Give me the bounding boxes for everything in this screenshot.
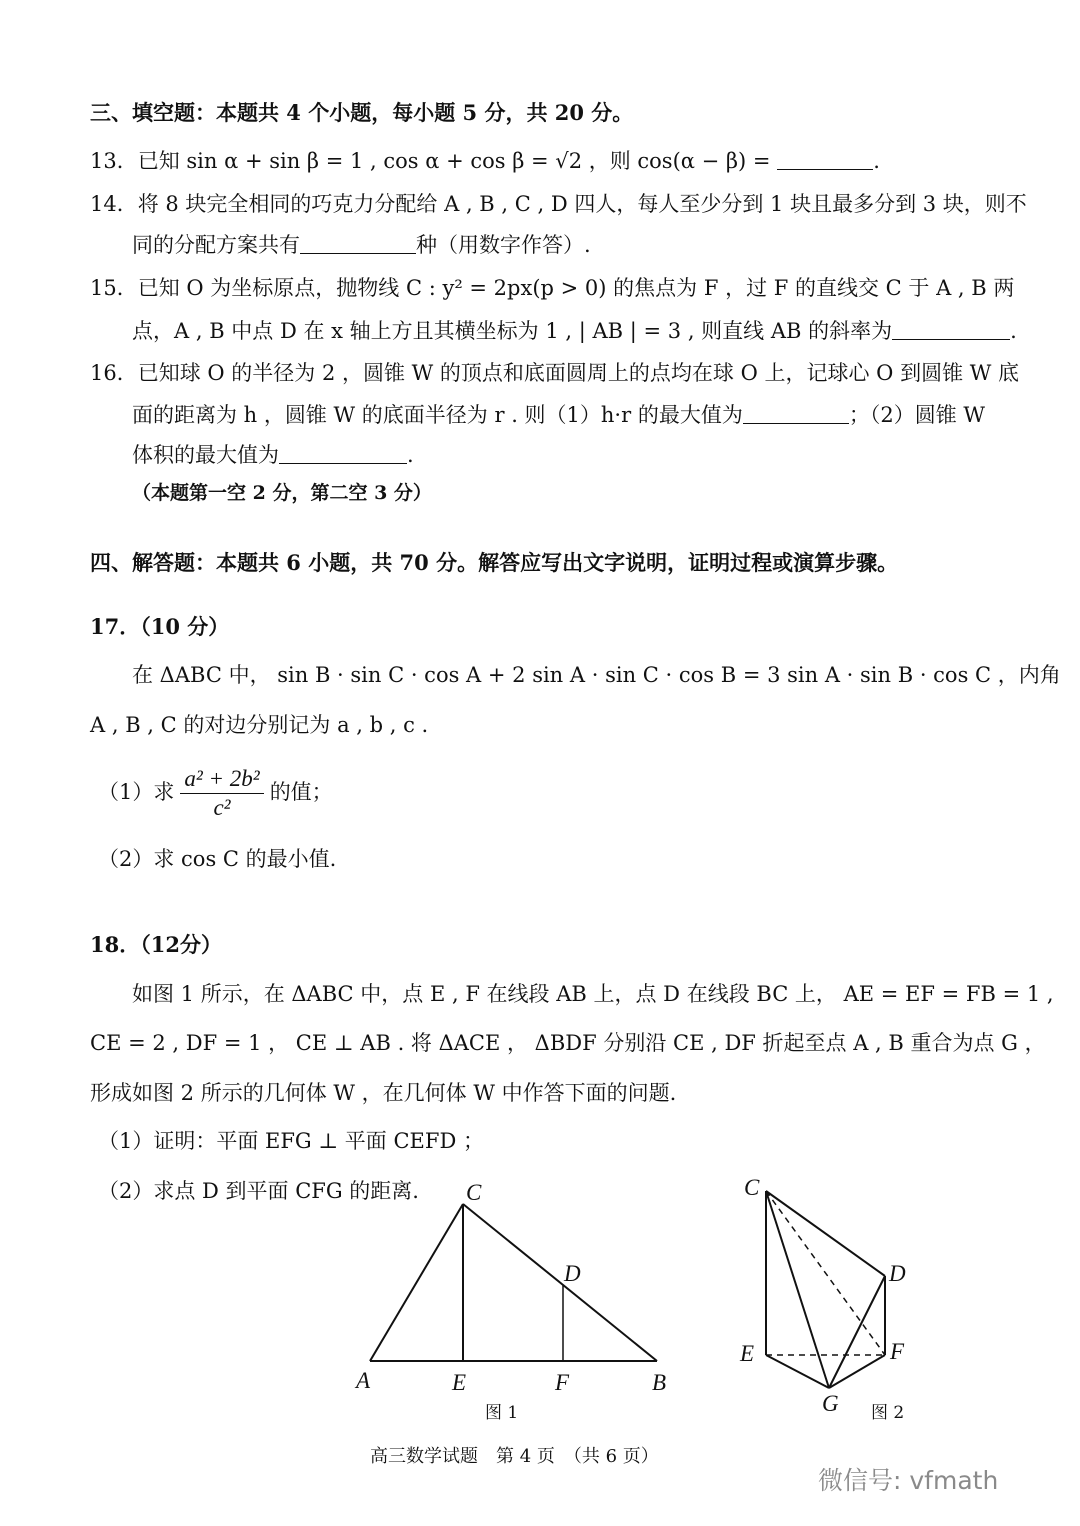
q13-text: 13．已知 sin α + sin β = 1 , cos α + cos β = √2 ，则 cos(α − β) = [90,149,771,173]
fig2-label-G: G [822,1391,839,1416]
q18-line1: 如图 1 所示，在 ΔABC 中，点 E , F 在线段 AB 上，点 D 在线段 BC 上， AE = EF = FB = 1 , [132,982,1054,1006]
fig2-edge-CG [766,1191,829,1388]
q17-part1 [98,762,333,822]
watermark: 微信号: vfmath [818,1466,999,1495]
q16-line3-end: . [407,443,414,467]
q14-answer-blank [300,231,416,254]
question-14-line2 [132,230,591,260]
question-13 [90,146,880,176]
question-16-line1: 16．已知球 O 的半径为 2 ，圆锥 W 的顶点和底面圆周上的点均在球 O 上，记球心 O 到圆锥 W 底 [90,361,1020,385]
q17-part1-prefix: （1）求 [98,780,175,804]
question-15-line1: 15．已知 O 为坐标原点，抛物线 C : y² = 2px(p > 0) 的焦点为 F ，过 F 的直线交 C 于 A , B 两 [90,276,1015,300]
q17-fraction [180,765,263,822]
q16-answer-blank-2 [279,441,407,464]
q17-title: 17．（10 分） [90,614,230,639]
fig1-caption: 图 1 [485,1403,519,1423]
q18-part2: （2）求点 D 到平面 CFG 的距离. [98,1179,419,1203]
question-16-line3 [132,440,414,470]
q13-answer-blank [777,147,873,170]
question-15-line2 [132,316,1017,346]
q17-fraction-numerator: a² + 2b² [180,765,263,794]
q18-line3: 形成如图 2 所示的几何体 W ，在几何体 W 中作答下面的问题. [90,1081,677,1105]
q18-line2: CE = 2 , DF = 1 ， CE ⊥ AB . 将 ΔACE ， ΔBDF 分别沿 CE , DF 折起至点 A , B 重合为点 G ， [90,1031,1046,1055]
fig2-label-E: E [740,1341,755,1366]
figure-1 [340,1170,700,1432]
fig1-segment-CB [463,1204,657,1361]
q15-answer-blank [892,317,1010,340]
q17-line2: A , B , C 的对边分别记为 a , b , c . [90,713,429,737]
fig1-label-B: B [652,1370,667,1395]
q15-line2-text: 点，A , B 中点 D 在 x 轴上方且其横坐标为 1 , | AB | = 3 , 则直线 AB 的斜率为 [132,319,893,343]
fig1-label-A: A [356,1368,371,1393]
q16-line3-text: 体积的最大值为 [132,443,279,467]
page-footer: 高三数学试题 第 4 页 （共 6 页） [370,1446,659,1467]
fig2-label-D: D [889,1261,906,1286]
q13-end: . [873,149,880,173]
q16-line2-end: ；（2）圆锥 W [848,403,985,427]
q17-part1-suffix: 的值； [269,780,333,804]
fig1-label-E: E [452,1370,467,1395]
q14-line2-text: 同的分配方案共有 [132,233,300,257]
question-16-line2 [132,400,985,430]
q17-line1: 在 ΔABC 中， sin B · sin C · cos A + 2 sin A · sin C · cos B = 3 sin A · sin B · cos C ，内角 [132,663,1061,687]
fig2-caption: 图 2 [871,1403,905,1423]
q15-line2-end: . [1010,319,1017,343]
q16-score-note: （本题第一空 2 分，第二空 3 分） [132,482,432,504]
fig1-label-C: C [466,1180,482,1205]
q16-line2-text: 面的距离为 h ，圆锥 W 的底面半径为 r . 则（1）h·r 的最大值为 [132,403,743,427]
figure-2 [730,1170,930,1424]
q17-part2: （2）求 cos C 的最小值. [98,847,337,871]
section3-heading: 三、填空题：本题共 4 个小题，每小题 5 分，共 20 分。 [90,100,634,125]
fig2-edge-CD [766,1191,885,1276]
fig2-label-F: F [890,1339,905,1364]
q14-line2-end: 种（用数字作答）. [416,233,591,257]
q17-fraction-denominator: c² [213,795,231,820]
fig1-label-F: F [555,1370,570,1395]
q18-part1: （1）证明：平面 EFG ⊥ 平面 CEFD ； [98,1129,484,1153]
fig1-label-D: D [564,1261,581,1286]
fig2-hidden-edge-CF [766,1191,885,1355]
question-14-line1: 14．将 8 块完全相同的巧克力分配给 A , B , C , D 四人，每人至少分到 1 块且最多分到 3 块，则不 [90,192,1027,216]
section4-heading: 四、解答题：本题共 6 小题，共 70 分。解答应写出文字说明，证明过程或演算步骤。 [90,550,899,575]
fig1-segment-AC [370,1204,463,1361]
q16-answer-blank-1 [743,401,849,424]
q18-title: 18．（12分） [90,932,222,957]
fig2-label-C: C [744,1175,760,1200]
